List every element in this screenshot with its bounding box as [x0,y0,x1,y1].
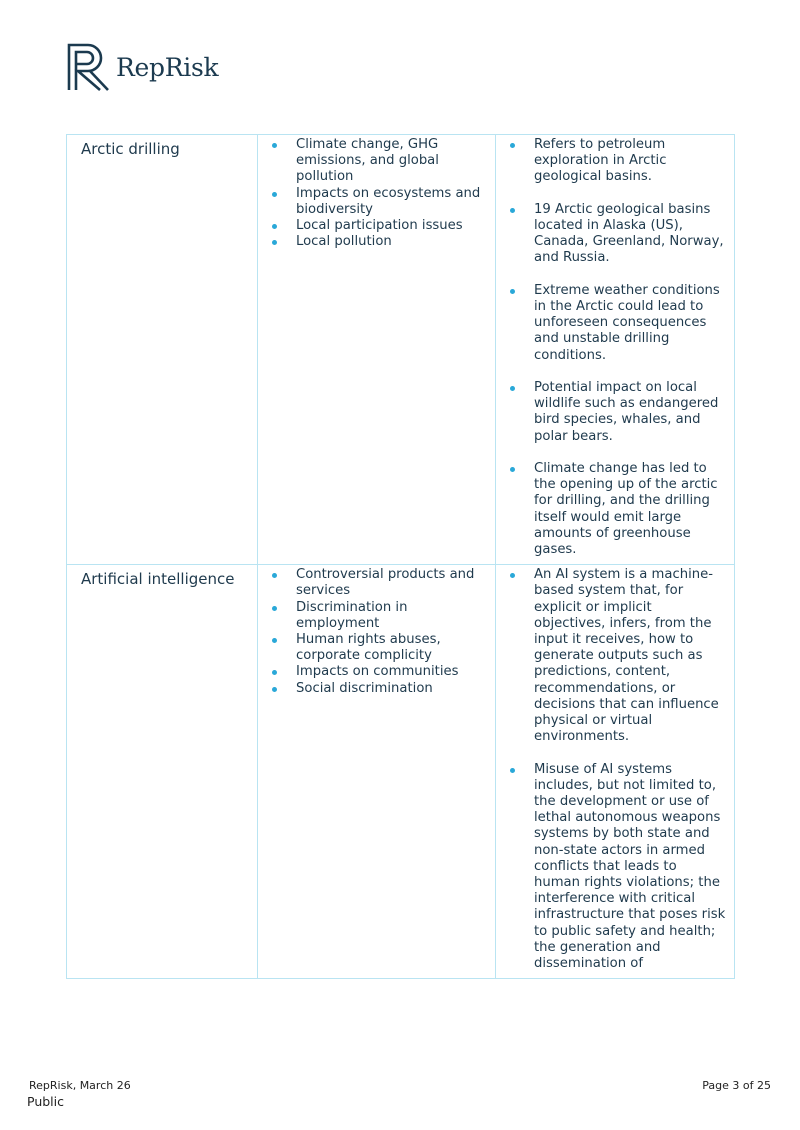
bullet-icon [272,687,277,692]
topics-table [66,134,735,979]
description-list [496,565,734,972]
bullet-icon [272,143,277,148]
bullet-icon [510,289,515,294]
list-item: Impacts on ecosystems and biodiversity [258,186,487,218]
list-item: Local participation issues [258,218,487,234]
list-item: Controversial products and services [258,567,487,599]
bullet-icon [272,224,277,229]
table-row [67,565,735,979]
table-row [67,135,735,565]
list-item: Climate change, GHG emissions, and global pollution [258,137,487,186]
list-item: Local pollution [258,234,487,250]
list-item: Climate change has led to the opening up of the arctic for drilling, and the drilling itself would emit large amounts of greenhouse gases. [496,461,726,558]
reprisk-logo [66,42,218,92]
bullet-icon [272,638,277,643]
topic-name: Arctic drilling [81,140,180,158]
bullet-icon [510,768,515,773]
bullet-icon [272,606,277,611]
list-item: Discrimination in employment [258,600,487,632]
issue-list [258,135,495,250]
list-item: Potential impact on local wildlife such as endangered bird species, whales, and polar bears. [496,380,726,445]
list-item: Misuse of AI systems includes, but not limited to, the development or use of lethal autonomous weapons systems by both state and non-state actors in armed conflicts that leads to human rights violations; the interference with critical infrastructure that poses risk to public safety and health; the generation and dissemination of [496,762,726,973]
bullet-icon [510,386,515,391]
description-list [496,135,734,558]
bullet-icon [510,573,515,578]
issue-list [258,565,495,697]
reprisk-logo-icon [66,42,110,92]
bullet-icon [272,240,277,245]
list-item: An AI system is a machine-based system that, for explicit or implicit objectives, infers, from the input it receives, how to generate outputs such as predictions, content, recommendations, or decisions that can influence physical or virtual environments. [496,567,726,745]
logo-wordmark: RepRisk [116,52,219,82]
topic-name: Artificial intelligence [81,570,235,589]
list-item: 19 Arctic geological basins located in Alaska (US), Canada, Greenland, Norway, and Russia. [496,202,726,267]
list-item: Refers to petroleum exploration in Arctic geological basins. [496,137,726,186]
bullet-icon [272,192,277,197]
bullet-icon [510,467,515,472]
bullet-icon [510,208,515,213]
footer-date: RepRisk, March 26 [29,1079,131,1092]
list-item: Human rights abuses, corporate complicity [258,632,487,664]
bullet-icon [272,573,277,578]
bullet-icon [272,670,277,675]
bullet-icon [510,143,515,148]
list-item: Social discrimination [258,681,487,697]
page-number: Page 3 of 25 [702,1079,771,1092]
list-item: Extreme weather conditions in the Arctic could lead to unforeseen consequences and unstable drilling conditions. [496,283,726,364]
list-item: Impacts on communities [258,664,487,680]
footer-classification: Public [27,1094,64,1109]
